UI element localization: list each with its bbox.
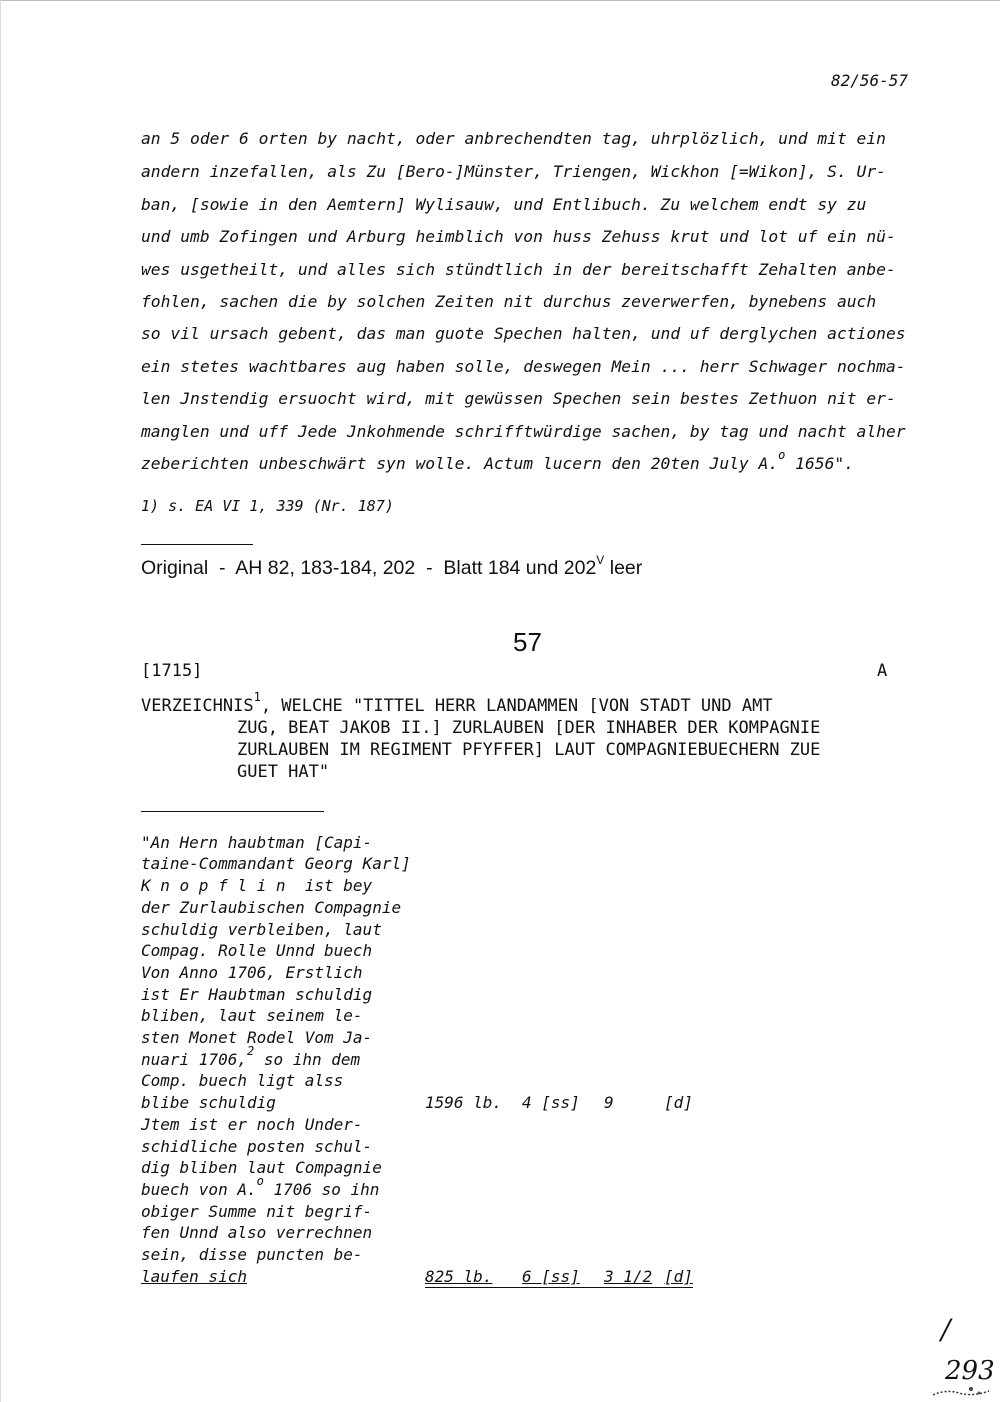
body-line: andern inzefallen, als Zu [Bero-]Münster, Triengen, Wickhon [=Wikon], S. Ur-	[141, 162, 886, 181]
column-line: ist Er Haubtman schuldig	[141, 985, 373, 1004]
body-line: fohlen, sachen die by solchen Zeiten nit durchus zeverwerfen, bynebens auch	[141, 292, 877, 311]
archive-stamp-number: 293	[945, 1356, 995, 1386]
column-line: schuldig verbleiben, laut	[141, 920, 382, 939]
column-line: obiger Summe nit begrif-	[141, 1202, 373, 1221]
title-text-tail: , WELCHE "TITTEL HERR LANDAMMEN [VON STADT UND AMT	[260, 696, 773, 716]
superscript: 1	[253, 690, 261, 704]
column-text-tail: 1706 so ihn	[263, 1180, 380, 1199]
section-divider	[141, 811, 324, 812]
body-text-tail: 1656".	[785, 454, 854, 473]
column-text: nuari 1706,	[141, 1050, 247, 1069]
column-line: K n o p f l i n ist bey	[141, 876, 373, 895]
column-line: bliben, laut seinem le-	[141, 1006, 363, 1025]
column-line	[141, 1044, 361, 1069]
page-reference: 82/56-57	[831, 71, 909, 90]
column-line: Von Anno 1706, Erstlich	[141, 963, 363, 982]
footnote: 1) s. EA VI 1, 339 (Nr. 187)	[141, 497, 394, 515]
column-line: der Zurlaubischen Compagnie	[141, 898, 402, 917]
column-line: sein, disse puncten be-	[141, 1245, 363, 1264]
body-line: ein stetes wachtbares aug haben solle, deswegen Mein ... herr Schwager nochma-	[141, 357, 906, 376]
column-line: fen Unnd also verrechnen	[141, 1223, 373, 1242]
amount-underline	[425, 1287, 693, 1288]
ink-smudge-icon	[931, 1381, 991, 1399]
body-line: so vil ursach gebent, das man guote Spechen halten, und uf derglychen actiones	[141, 324, 906, 343]
column-line: dig bliben laut Compagnie	[141, 1158, 382, 1177]
title-text: VERZEICHNIS	[141, 696, 254, 716]
body-line-last	[141, 448, 854, 473]
column-line: Compag. Rolle Unnd buech	[141, 941, 373, 960]
column-line: Comp. buech ligt alss	[141, 1071, 344, 1090]
column-text: buech von A.	[141, 1180, 257, 1199]
amount-pence: 9	[604, 1093, 614, 1112]
original-tail: leer	[604, 557, 643, 579]
document-title-line: ZUG, BEAT JAKOB II.] ZURLAUBEN [DER INHABER DER KOMPAGNIE	[237, 718, 821, 738]
amount-pence-unit: [d]	[664, 1267, 693, 1286]
archive-stamp-mark: /	[941, 1313, 951, 1346]
document-number: 57	[513, 627, 542, 657]
amount-pence-unit: [d]	[664, 1093, 693, 1112]
superscript: o	[256, 1174, 264, 1188]
column-line: taine-Commandant Georg Karl]	[141, 854, 411, 873]
superscript: 2	[246, 1044, 255, 1058]
column-line: "An Hern haubtman [Capi-	[141, 833, 373, 852]
column-line	[141, 1174, 380, 1199]
superscript: V	[596, 553, 605, 567]
superscript: o	[778, 448, 786, 462]
document-title-line: ZURLAUBEN IM REGIMENT PFYFFER] LAUT COMPAGNIEBUECHERN ZUE	[237, 740, 821, 760]
column-text-tail: so ihn dem	[254, 1050, 361, 1069]
body-line: an 5 oder 6 orten by nacht, oder anbrechendten tag, uhrplözlich, und mit ein	[141, 129, 886, 148]
body-line: ban, [sowie in den Aemtern] Wylisauw, und Entlibuch. Zu welchem endt sy zu	[141, 195, 867, 214]
body-text: zeberichten unbeschwärt syn wolle. Actum lucern den 20ten July A.	[141, 454, 779, 473]
amount-pounds: 1596 lb.	[425, 1093, 503, 1112]
amount-pounds: 825 lb.	[425, 1267, 493, 1286]
document-letter: A	[877, 661, 888, 681]
column-line: laufen sich	[141, 1267, 247, 1286]
body-line: manglen und uff Jede Jnkohmende schrifftwürdige sachen, by tag und nacht alher	[141, 422, 906, 441]
amount-pence: 3 1/2	[604, 1267, 653, 1286]
footnote-divider	[141, 544, 253, 545]
original-text: Original - AH 82, 183-184, 202 - Blatt 184 und 202	[141, 557, 597, 579]
original-reference	[141, 553, 643, 580]
body-line: wes usgetheilt, und alles sich stündtlich in der bereitschafft Zehalten anbe-	[141, 260, 896, 279]
amount-shillings: 6 [ss]	[522, 1267, 580, 1286]
document-title-line: GUET HAT"	[237, 762, 330, 782]
document-date: [1715]	[141, 661, 203, 681]
column-line: blibe schuldig	[141, 1093, 276, 1112]
amount-shillings: 4 [ss]	[522, 1093, 580, 1112]
document-title-line	[141, 690, 773, 716]
body-line: len Jnstendig ersuocht wird, mit gewüssen Spechen sein bestes Zethuon nit er-	[141, 389, 896, 408]
column-line: sten Monet Rodel Vom Ja-	[141, 1028, 373, 1047]
body-line: und umb Zofingen und Arburg heimblich von huss Zehuss krut und lot uf ein nü-	[141, 227, 896, 246]
column-line: schidliche posten schul-	[141, 1137, 373, 1156]
column-line: Jtem ist er noch Under-	[141, 1115, 363, 1134]
